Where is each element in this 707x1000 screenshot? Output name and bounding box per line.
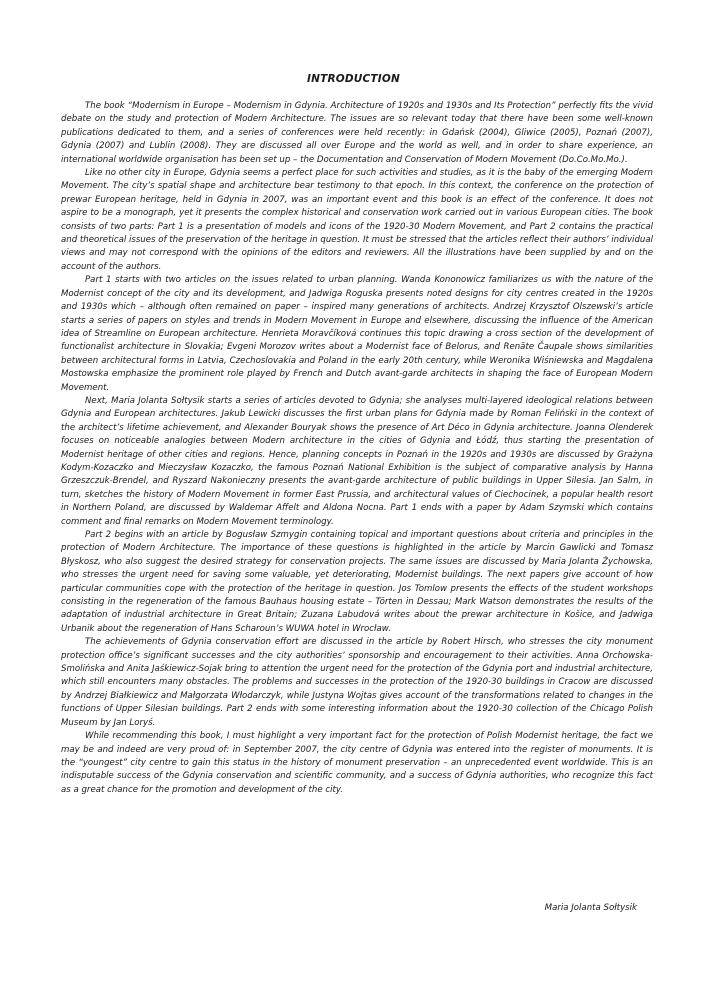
paragraph-4: Next, Maria Jolanta Sołtysik starts a series of articles devoted to Gdynia; she analyses multi-layered ideological relations between Gdynia and European architectures. Jakub Lewicki discusses the first urban plans for Gdynia made by Roman Feliński in the context of the architect’s lifetime achievement, and Alexander Bouryak shows the presence of Art Déco in Gdynia architecture. Joanna Olenderek focuses on noticeable analogies between Modern architecture in the cities of Gdynia and Łódź, thus starting the presentation of Modernist heritage of other cities and regions. Hence, planning concepts in Poznań in the 1920s and 1930s are discussed by Grażyna Kodym-Kozaczko and Mieczysław Kozaczko, the famous Poznań National Exhibition is the subject of comparative analysis by Hanna Grzeszczuk-Brendel, and Ryszard Nakonieczny presents the avant-garde architecture of public buildings in Upper Silesia. Jan Salm, in turn, sketches the history of Modern Movement in former East Prussia, and architectural values of Ciechocinek, a popular health resort in Northern Poland, are discussed by Waldemar Affelt and Aldona Nocna. Part 1 ends with a paper by Adam Szymski which contains comment and final remarks on Modern Movement terminology. (61, 395, 653, 527)
paragraph-2: Like no other city in Europe, Gdynia seems a perfect place for such activities and studies, as it is the baby of the emerging Modern Movement. The city’s spatial shape and architecture bear testimony to that epoch. In this context, the conference on the protection of prewar European heritage, held in Gdynia in 2007, was an important event and this book is an effect of the conference. It does not aspire to be a monograph, yet it presents the complex historical and conservation work carried out in various European cities. The book consists of two parts: Part 1 is a presentation of models and icons of the 1920-30 Modern Movement, and Part 2 contains the practical and theoretical issues of the preservation of the heritage in question. It must be stressed that the articles reflect their authors’ individual views and may not correspond with the opinions of the editors and reviewers. All the illustrations have been supplied by and on the account of the authors. (61, 168, 653, 272)
page-title: INTRODUCTION (307, 73, 400, 85)
author-signature: Maria Jolanta Sołtysik (544, 903, 637, 913)
paragraph-1: The book “Modernism in Europe – Modernism in Gdynia. Architecture of 1920s and 1930s and Its Protection” perfectly fits the vivid debate on the study and protection of Modern Architecture. The issues are so relevant today that there have been some well-known publications dedicated to them, and a series of conferences were held recently: in Gdańsk (2004), Gliwice (2005), Poznań (2007), Gdynia (2007) and Lublin (2008). They are discussed all over Europe and the world as well, and in order to share experience, an international worldwide organisation has been set up – the Documentation and Conservation of Modern Movement (Do.Co.Mo.Mo.). (61, 101, 653, 165)
introduction-body (61, 100, 653, 797)
paragraph-7: While recommending this book, I must highlight a very important fact for the protection of Polish Modernist heritage, the fact we may be and indeed are very proud of: in September 2007, the city centre of Gdynia was entered into the register of monuments. It is the “youngest” city centre to gain this status in the history of monument preservation – an unprecedented event worldwide. This is an indisputable success of the Gdynia conservation and scientific community, and a success of Gdynia authorities, who recognize this fact as a great chance for the promotion and development of the city. (61, 731, 653, 795)
paragraph-5: Part 2 begins with an article by Bogusław Szmygin containing topical and important questions about criteria and principles in the protection of Modern Architecture. The importance of these questions is highlighted in the article by Marcin Gawlicki and Tomasz Błyskosz, who also suggest the desired strategy for conservation projects. The same issues are discussed by Maria Jolanta Żychowska, who stresses the urgent need for saving some valuable, yet deteriorating, Modernist buildings. The next papers give account of how particular communities cope with the protection of the heritage in question. Jos Tomlow presents the effects of the student workshops consisting in the regeneration of the famous Bauhaus housing estate – Törten in Dessau; Mark Watson demonstrates the results of the adaptation of industrial architecture in Great Britain; Zuzana Labudová writes about the prewar architecture in Košice, and Jadwiga Urbanik about the regeneration of Hans Scharoun’s WUWA hotel in Wrocław. (61, 530, 653, 634)
paragraph-3: Part 1 starts with two articles on the issues related to urban planning. Wanda Kononowicz familiarizes us with the nature of the Modernist concept of the city and its development, and Jadwiga Roguska presents noted designs for city centres created in the 1920s and 1930s which – although often remained on paper – inspired many generations of architects. Andrzej Krzysztof Olszewski’s article starts a series of papers on styles and trends in Modern Movement in Europe and elsewhere, discussing the influence of the American idea of Streamline on European architecture. Henrieta Moravčíková continues this topic drawing a cross section of the development of functionalist architecture in Slovakia; Evgeni Morozov writes about a Modernist face of Belorus, and Renāte Čaupale shows similarities between architectural forms in Latvia, Czechoslovakia and Poland in the early 20th century, while Weronika Wiśniewska and Magdalena Mostowska emphasize the prominent role played by French and Dutch avant-garde architects in shaping the face of European Modern Movement. (61, 275, 653, 393)
paragraph-6: The achievements of Gdynia conservation effort are discussed in the article by Robert Hirsch, who stresses the city monument protection office’s significant successes and the city authorities’ sponsorship and encouragement to their activities. Anna Orchowska-Smolińska and Anita Jaśkiewicz-Sojak bring to attention the urgent need for the protection of the Gdynia port and industrial architecture, which still encounters many obstacles. The problems and successes in the protection of the 1920-30 buildings in Cracow are discussed by Andrzej Białkiewicz and Małgorzata Włodarczyk, while Justyna Wojtas gives account of the transformations related to changes in the functions of Upper Silesian buildings. Part 2 ends with some interesting information about the 1920-30 collection of the Chicago Polish Museum by Jan Loryś. (61, 637, 653, 728)
